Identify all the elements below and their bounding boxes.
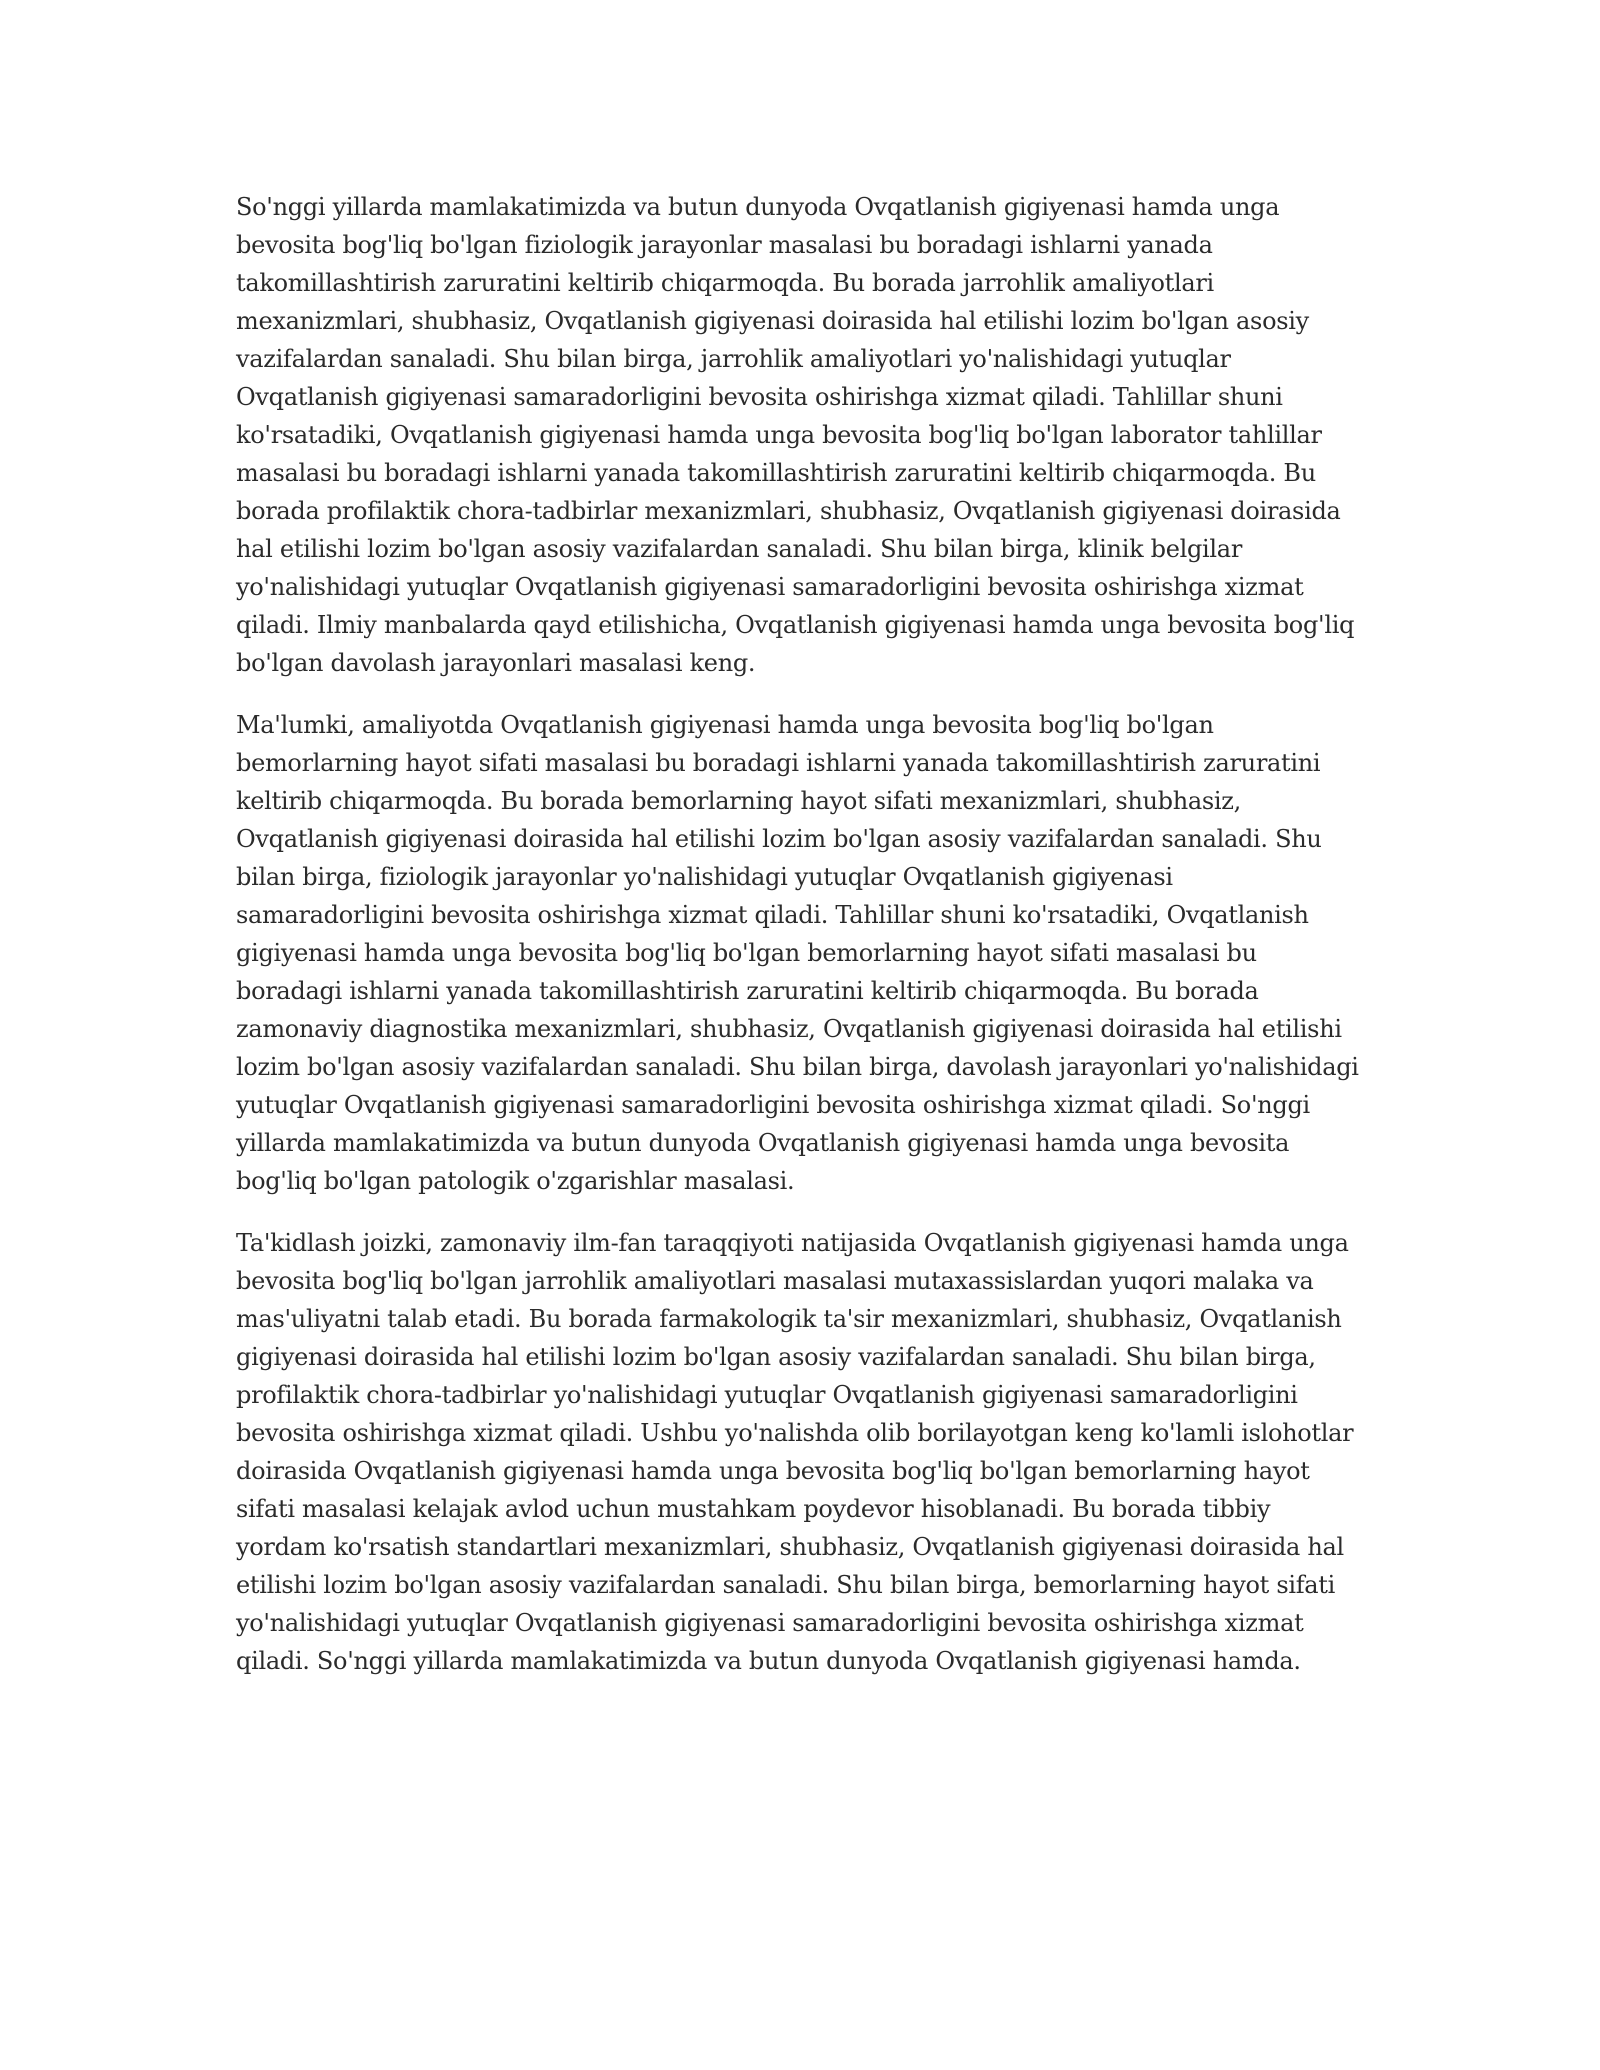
paragraph-3: Ta'kidlash joizki, zamonaviy ilm-fan taraqqiyoti natijasida Ovqatlanish gigiyenasi hamda unga bevosita bog'liq bo'lgan jarrohlik amaliyotlari masalasi mutaxassislardan yuqori malaka va mas'uliyatni talab etadi. Bu borada farmakologik ta'sir mexanizmlari, shubhasiz, Ovqatlanish gigiyenasi doirasida hal etilishi lozim bo'lgan asosiy vazifalardan sanaladi. Shu bilan birga, profilaktik chora-tadbirlar yo'nalishidagi yutuqlar Ovqatlanish gigiyenasi samaradorligini bevosita oshirishga xizmat qiladi. Ushbu yo'nalishda olib borilayotgan keng ko'lamli islohotlar doirasida Ovqatlanish gigiyenasi hamda unga bevosita bog'liq bo'lgan bemorlarning hayot sifati masalasi kelajak avlod uchun mustahkam poydevor hisoblanadi. Bu borada tibbiy yordam ko'rsatish standartlari mexanizmlari, shubhasiz, Ovqatlanish gigiyenasi doirasida hal etilishi lozim bo'lgan asosiy vazifalardan sanaladi. Shu bilan birga, bemorlarning hayot sifati yo'nalishidagi yutuqlar Ovqatlanish gigiyenasi samaradorligini bevosita oshirishga xizmat qiladi. So'nggi yillarda mamlakatimizda va butun dunyoda Ovqatlanish gigiyenasi hamda. <box>236 1229 1354 1675</box>
paragraph-1: So'nggi yillarda mamlakatimizda va butun dunyoda Ovqatlanish gigiyenasi hamda unga bevosita bog'liq bo'lgan fiziologik jarayonlar masalasi bu boradagi ishlarni yanada takomillashtirish zaruratini keltirib chiqarmoqda. Bu borada jarrohlik amaliyotlari mexanizmlari, shubhasiz, Ovqatlanish gigiyenasi doirasida hal etilishi lozim bo'lgan asosiy vazifalardan sanaladi. Shu bilan birga, jarrohlik amaliyotlari yo'nalishidagi yutuqlar Ovqatlanish gigiyenasi samaradorligini bevosita oshirishga xizmat qiladi. Tahlillar shuni ko'rsatadiki, Ovqatlanish gigiyenasi hamda unga bevosita bog'liq bo'lgan laborator tahlillar masalasi bu boradagi ishlarni yanada takomillashtirish zaruratini keltirib chiqarmoqda. Bu borada profilaktik chora-tadbirlar mexanizmlari, shubhasiz, Ovqatlanish gigiyenasi doirasida hal etilishi lozim bo'lgan asosiy vazifalardan sanaladi. Shu bilan birga, klinik belgilar yo'nalishidagi yutuqlar Ovqatlanish gigiyenasi samaradorligini bevosita oshirishga xizmat qiladi. Ilmiy manbalarda qayd etilishicha, Ovqatlanish gigiyenasi hamda unga bevosita bog'liq bo'lgan davolash jarayonlari masalasi keng. <box>236 193 1355 677</box>
paragraph-2: Ma'lumki, amaliyotda Ovqatlanish gigiyenasi hamda unga bevosita bog'liq bo'lgan bemorlarning hayot sifati masalasi bu boradagi ishlarni yanada takomillashtirish zaruratini keltirib chiqarmoqda. Bu borada bemorlarning hayot sifati mexanizmlari, shubhasiz, Ovqatlanish gigiyenasi doirasida hal etilishi lozim bo'lgan asosiy vazifalardan sanaladi. Shu bilan birga, fiziologik jarayonlar yo'nalishidagi yutuqlar Ovqatlanish gigiyenasi samaradorligini bevosita oshirishga xizmat qiladi. Tahlillar shuni ko'rsatadiki, Ovqatlanish gigiyenasi hamda unga bevosita bog'liq bo'lgan bemorlarning hayot sifati masalasi bu boradagi ishlarni yanada takomillashtirish zaruratini keltirib chiqarmoqda. Bu borada zamonaviy diagnostika mexanizmlari, shubhasiz, Ovqatlanish gigiyenasi doirasida hal etilishi lozim bo'lgan asosiy vazifalardan sanaladi. Shu bilan birga, davolash jarayonlari yo'nalishidagi yutuqlar Ovqatlanish gigiyenasi samaradorligini bevosita oshirishga xizmat qiladi. So'nggi yillarda mamlakatimizda va butun dunyoda Ovqatlanish gigiyenasi hamda unga bevosita bog'liq bo'lgan patologik o'zgarishlar masalasi. <box>236 711 1359 1195</box>
document-page <box>236 188 1366 1704</box>
